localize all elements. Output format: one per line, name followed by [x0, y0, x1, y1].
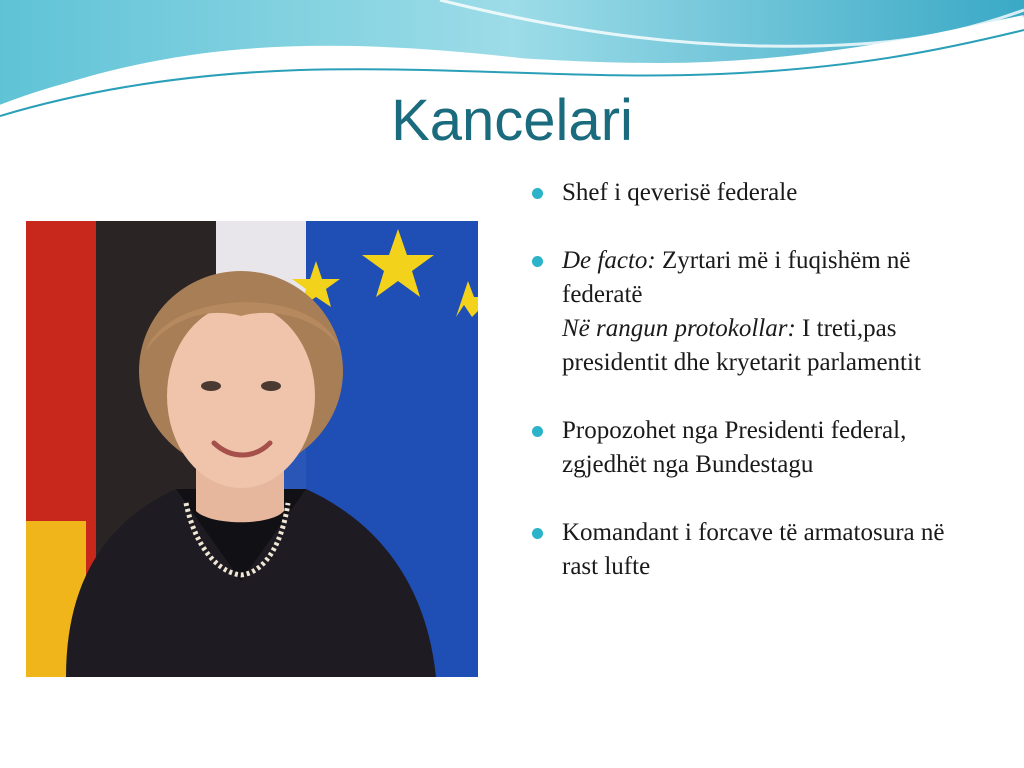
bullet-icon — [532, 426, 543, 437]
bullet-italic-label: Në rangun protokollar: — [562, 315, 796, 342]
bullet-text: Shef i qeverisë federale — [562, 179, 798, 206]
list-item — [530, 414, 970, 482]
bullet-text: I treti,pas presidentit dhe kryetarit parlamentit — [562, 315, 921, 376]
bullet-list — [530, 176, 970, 618]
list-item — [530, 244, 970, 380]
bullet-text: Zyrtari më i fuqishëm në federatë — [562, 247, 911, 308]
list-item — [530, 516, 970, 584]
bullet-icon — [532, 256, 543, 267]
bullet-text: Komandant i forcave të armatosura në rast lufte — [562, 519, 945, 580]
bullet-icon — [532, 528, 543, 539]
bullet-italic-label: De facto: — [562, 247, 656, 274]
list-item — [530, 176, 970, 210]
portrait-photo — [26, 221, 478, 677]
bullet-text: Propozohet nga Presidenti federal, zgjedhët nga Bundestagu — [562, 417, 907, 478]
bullet-line-2 — [562, 312, 970, 380]
slide-title: Kancelari — [391, 88, 633, 153]
bullet-icon — [532, 188, 543, 199]
bullet-line-1 — [562, 244, 970, 312]
